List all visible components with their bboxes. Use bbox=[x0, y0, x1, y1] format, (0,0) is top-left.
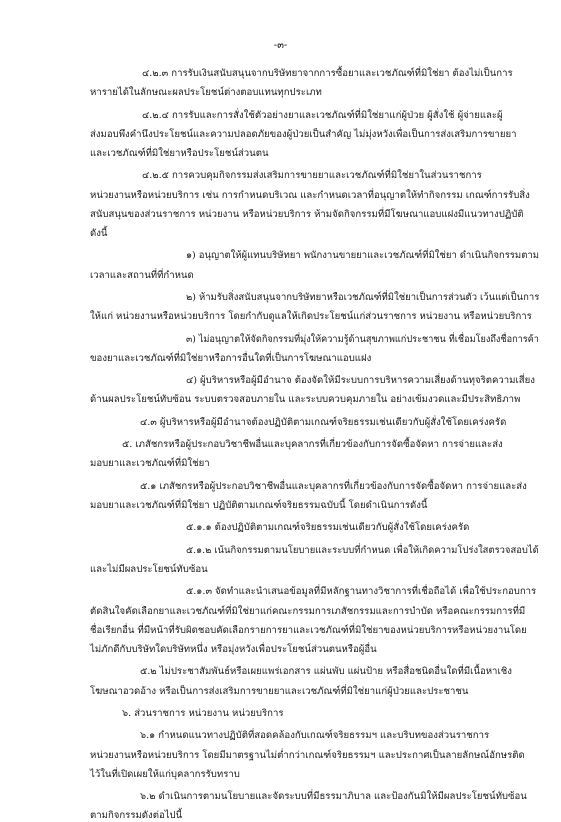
text-line: หารายได้ในลักษณะผลประโยชน์ต่างตอบแทนทุกประเภท bbox=[90, 87, 322, 99]
text-line: ๑) อนุญาตให้ผู้แทนบริษัทยา พนักงานขายยาและเวชภัณฑ์ที่มิใช่ยา ดำเนินกิจกรรมตาม bbox=[186, 250, 539, 262]
text-line: และเวชภัณฑ์ที่มิใช่ยาหรือประโยชน์ส่วนตน bbox=[90, 148, 269, 159]
text-line: ๓) ไม่อนุญาตให้จัดกิจกรรมที่มุ่งให้ความรู้ด้านสุขภาพแก่ประชาชน ที่เชื่อมโยงถึงชื่อการค้า bbox=[186, 333, 539, 345]
text-line: และไม่มีผลประโยชน์ทับซ้อน bbox=[90, 564, 208, 575]
text-line: โฆษณาอวดอ้าง หรือเป็นการส่งเสริมการขายยาและเวชภัณฑ์ที่มิใช่ยาแก่ผู้ป่วยและประชาชน bbox=[90, 685, 469, 697]
text-line: ด้านผลประโยชน์ทับซ้อน ระบบตรวจสอบภายใน และระบบควบคุมภายใน อย่างเข้มงวดและมีประสิทธิภาพ bbox=[90, 394, 521, 406]
text-line: ๖.๒ ดำเนินการตามนโยบายและจัดระบบที่มีธรรมาภิบาล และป้องกันมิให้มีผลประโยชน์ทับซ้อน bbox=[140, 791, 527, 803]
text-line: ๒) ห้ามรับสิ่งสนับสนุนจากบริษัทยาหรือเวชภัณฑ์ที่มิใช่ยาเป็นการส่วนตัว เว้นแต่เป็นการ bbox=[186, 292, 540, 303]
page-number: -๓- bbox=[273, 40, 288, 51]
text-line: ให้แก่ หน่วยงานหรือหน่วยบริการ โดยกำกับดูแลให้เกิดประโยชน์แก่ส่วนราชการ หน่วยงาน หรือหน่วยบริการ bbox=[90, 311, 532, 323]
text-line: ๔) ผู้บริหารหรือผู้มีอำนาจ ต้องจัดให้มีระบบการบริหารความเสี่ยงด้านทุจริตความเสี่ยง bbox=[186, 375, 535, 387]
text-line: มอบยาและเวชภัณฑ์ที่มิใช่ยา ปฏิบัติตามเกณฑ์จริยธรรมฉบับนี้ โดยดำเนินการดังนี้ bbox=[90, 500, 428, 511]
text-line: ไว้ในที่เปิดเผยให้แก่บุคลากรรับทราบ bbox=[90, 768, 240, 780]
text-line: ตามกิจกรรมดังต่อไปนี้ bbox=[90, 810, 183, 822]
text-line: หน่วยงานหรือหน่วยบริการ โดยมีมาตรฐานไม่ต่ำกว่าเกณฑ์จริยธรรมฯ และประกาศเป็นลายลักษณ์อักษรติด bbox=[90, 749, 525, 761]
text-line: ไม่ภักดีกับบริษัทใดบริษัทหนึ่ง หรือมุ่งหวังเพื่อประโยชน์ส่วนตนหรือผู้อื่น bbox=[90, 644, 377, 655]
text-line: ๔.๒.๔ การรับและการสั่งใช้ตัวอย่างยาและเวชภัณฑ์ที่มิใช่ยาแก่ผู้ป่วย ผู้สั่งใช้ ผู้จ่ายและผู้ bbox=[142, 109, 503, 121]
text-line: หน่วยงานหรือหน่วยบริการ เช่น การกำหนดบริเวณ และกำหนดเวลาที่อนุญาตให้ทำกิจกรรม เกณฑ์การรับสิ่ง bbox=[90, 189, 530, 201]
text-line: ๖. ส่วนราชการ หน่วยงาน หน่วยบริการ bbox=[122, 708, 284, 719]
text-line: ๔.๒.๕ การควบคุมกิจกรรมส่งเสริมการขายยาและเวชภัณฑ์ที่มิใช่ยาในส่วนราชการ bbox=[142, 170, 482, 182]
text-line: ตัดสินใจคัดเลือกยาและเวชภัณฑ์ที่มิใช่ยาแก่คณะกรรมการเภสัชกรรมและการบำบัด หรือคณะกรรมการที่มี bbox=[90, 605, 526, 617]
text-line: เวลาและสถานที่ที่กำหนด bbox=[90, 269, 194, 281]
text-line: ๖.๑ กำหนดแนวทางปฏิบัติที่สอดคล้องกับเกณฑ์จริยธรรมฯ และบริบทของส่วนราชการ bbox=[140, 730, 490, 742]
text-line: ๕.๑.๒ เน้นกิจกรรมตามนโยบายและระบบที่กำหนด เพื่อให้เกิดความโปร่งใสตรวจสอบได้ bbox=[186, 544, 539, 556]
text-line: ส่งมอบพึงคำนึงประโยชน์และความปลอดภัยของผู้ป่วยเป็นสำคัญ ไม่มุ่งหวังเพื่อเป็นการส่งเสริมการขายยา bbox=[90, 128, 517, 140]
text-line: ๕.๒ ไม่ประชาสัมพันธ์หรือเผยแพร่เอกสาร แผ่นพับ แผ่นป้าย หรือสื่อชนิดอื่นใดที่มีเนื้อหาเชิง bbox=[140, 666, 512, 678]
text-line: ของยาและเวชภัณฑ์ที่มิใช่ยาหรือการอื่นใดที่เป็นการโฆษณาแอบแฝง bbox=[90, 352, 372, 364]
text-line: ๔.๒.๓ การรับเงินสนับสนุนจากบริษัทยาจากการซื้อยาและเวชภัณฑ์ที่มิใช่ยา ต้องไม่เป็นการ bbox=[142, 68, 513, 79]
text-line: สนับสนุนของส่วนราชการ หน่วยงาน หรือหน่วยบริการ ห้ามจัดกิจกรรมที่มีโฆษณาแอบแฝงมีแนวทางปฏิบัติ bbox=[90, 208, 524, 220]
text-line: ๕.๑.๑ ต้องปฏิบัติตามเกณฑ์จริยธรรมเช่นเดียวกับผู้สั่งใช้โดยเคร่งครัด bbox=[186, 522, 470, 534]
text-line: ๕.๑ เภสัชกรหรือผู้ประกอบวิชาชีพอื่นและบุคลากรที่เกี่ยวข้องกับการจัดซื้อจัดหา การจ่ายและส่ง bbox=[140, 480, 527, 492]
text-line: ๕. เภสัชกรหรือผู้ประกอบวิชาชีพอื่นและบุคลากรที่เกี่ยวข้องกับการจัดซื้อจัดหา การจ่ายและส่ง bbox=[122, 439, 503, 451]
text-line: ๕.๑.๓ จัดทำและนำเสนอข้อมูลที่มีหลักฐานทางวิชาการที่เชื่อถือได้ เพื่อใช้ประกอบการ bbox=[186, 586, 537, 598]
text-line: ชื่อเรียกอื่น ที่มีหน้าที่รับผิดชอบคัดเลือกรายการยาและเวชภัณฑ์ที่มิใช่ยาของหน่วยบริการหรือหน่วยงานโดย bbox=[90, 624, 527, 636]
text-line: ดังนี้ bbox=[90, 228, 108, 239]
text-line: ๔.๓ ผู้บริหารหรือผู้มีอำนาจต้องปฏิบัติตามเกณฑ์จริยธรรมเช่นเดียวกับผู้สั่งใช้โดยเคร่งครัด bbox=[140, 416, 507, 428]
text-line: มอบยาและเวชภัณฑ์ที่มิใช่ยา bbox=[90, 458, 210, 470]
